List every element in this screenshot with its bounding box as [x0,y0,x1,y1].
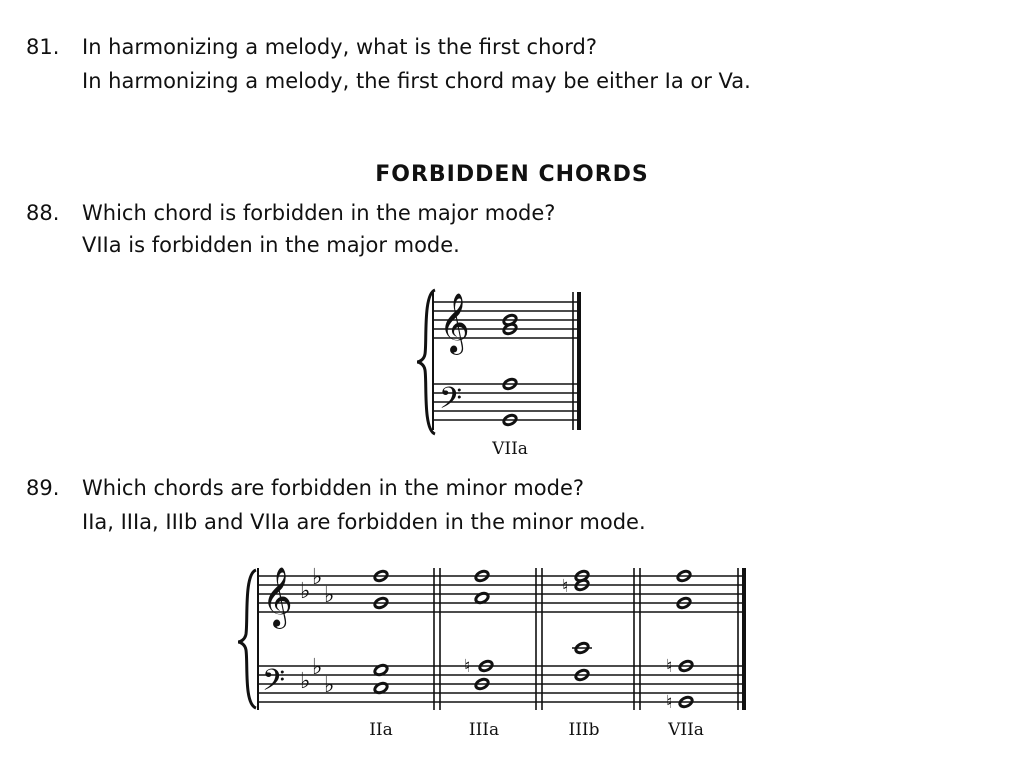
question-number: 89. [26,476,60,500]
answer-text: In harmonizing a melody, the first chord may be either Ia or Va. [82,69,751,93]
section-heading: FORBIDDEN CHORDS [375,162,649,187]
svg-text:♭: ♭ [324,583,335,608]
chord-label: IIIb [568,720,600,740]
svg-text:♮: ♮ [666,692,673,713]
chord-label: IIIa [468,720,500,740]
chord-notes [373,569,693,708]
svg-text:♮: ♮ [562,576,569,597]
treble-clef: 𝄞 [262,567,293,627]
question-number: 88. [26,201,60,225]
question-text: Which chords are forbidden in the minor mode? [82,476,585,500]
chord-label: VIIa [492,439,528,459]
chord-label: VIIa [668,720,704,740]
bass-clef: 𝄢 [439,382,463,423]
svg-text:♭: ♭ [300,579,311,604]
chord-label: IIa [369,720,393,740]
svg-text:♭: ♭ [324,673,335,698]
bass-clef: 𝄢 [262,664,286,705]
brace [238,570,256,708]
key-signature-flats [300,565,334,698]
question-text: In harmonizing a melody, what is the first chord? [82,35,597,59]
answer-text: VIIa is forbidden in the major mode. [82,233,460,257]
svg-text:♮: ♮ [666,656,673,677]
music-figure-minor [236,556,756,746]
question-number: 81. [26,35,60,59]
svg-text:♭: ♭ [312,655,323,680]
question-text: Which chord is forbidden in the major mode? [82,201,556,225]
answer-text: IIa, IIIa, IIIb and VIIa are forbidden in the minor mode. [82,510,646,534]
treble-clef: 𝄞 [439,293,470,353]
svg-text:♮: ♮ [464,656,471,677]
chord-notes [502,313,517,426]
music-figure-major [415,282,595,462]
svg-text:♭: ♭ [312,565,323,590]
svg-text:♭: ♭ [300,669,311,694]
